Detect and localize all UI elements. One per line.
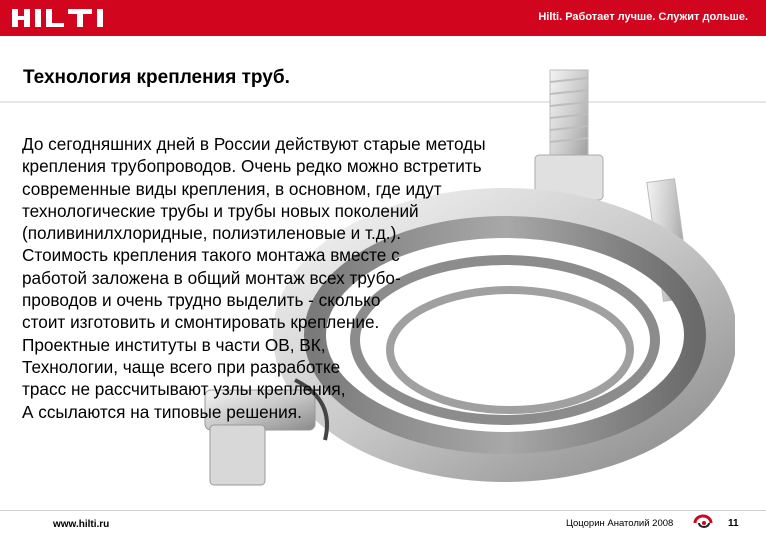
body-line: трасс не рассчитывают узлы крепления, xyxy=(22,379,346,400)
body-line: стоит изготовить и смонтировать крепление. xyxy=(22,312,380,333)
body-line: современные виды крепления, в основном, где идут xyxy=(22,178,442,199)
body-line: Технологии, чаще всего при разработке xyxy=(22,356,341,377)
body-line: До сегодняшних дней в России действуют старые методы xyxy=(22,134,486,154)
body-line: работой заложена в общий монтаж всех трубо- xyxy=(22,267,401,288)
body-line: А ссылаются на типовые решения. xyxy=(22,401,302,422)
body-line: технологические трубы и трубы новых поколений xyxy=(22,200,419,221)
swirl-logo-icon xyxy=(691,512,717,534)
footer-divider xyxy=(0,510,766,511)
header-bar xyxy=(0,0,766,36)
slide-body-text xyxy=(22,133,582,423)
body-line: проводов и очень трудно выделить - сколько xyxy=(22,290,381,311)
hilti-logo xyxy=(10,6,114,30)
body-line: Проектные институты в части ОВ, ВК, xyxy=(22,334,326,355)
body-line: (поливинилхлоридные, полиэтиленовые и т.д.). xyxy=(22,223,402,244)
footer-author: Цоцорин Анатолий 2008 xyxy=(566,518,674,529)
page-number: 11 xyxy=(728,518,739,529)
body-line: Стоимость крепления такого монтажа вместе с xyxy=(22,245,400,266)
footer-url[interactable]: www.hilti.ru xyxy=(53,519,110,530)
body-line: крепления трубопроводов. Очень редко можно встретить xyxy=(22,156,482,177)
slide-title: Технология крепления труб. xyxy=(23,67,290,88)
header-tagline: Hilti. Работает лучше. Служит дольше. xyxy=(538,11,748,23)
